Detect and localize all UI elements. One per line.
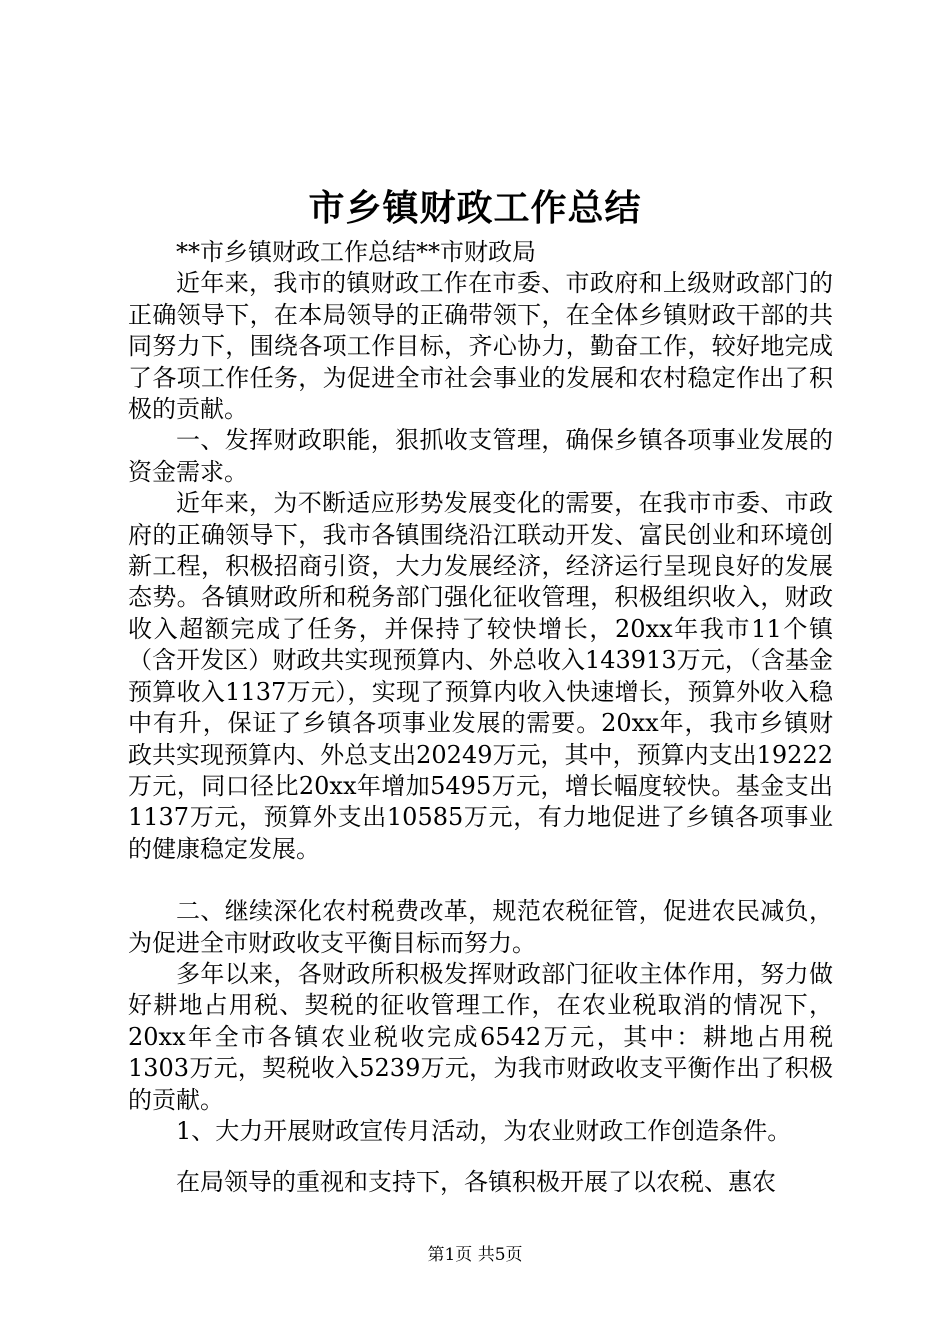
paragraph-subtitle: **市乡镇财政工作总结**市财政局 bbox=[176, 238, 536, 266]
paragraph-intro: 近年来，我市的镇财政工作在市委、市政府和上级财政部门的正确领导下，在本局领导的正确带领下，在全体乡镇财政干部的共同努力下，围绕各项工作目标，齐心协力，勤奋工作，较好地完成了各项工作任务，为促进全市社会事业的发展和农村稳定作出了积极的贡献。 bbox=[128, 269, 833, 424]
paragraph-last: 在局领导的重视和支持下，各镇积极开展了以农税、惠农 bbox=[176, 1168, 776, 1197]
paragraph-tax: 多年以来，各财政所积极发挥财政部门征收主体作用，努力做好耕地占用税、契税的征收管理工作，在农业税取消的情况下，20xx年全市各镇农业税收完成6542万元，其中：耕地占用税1303万元，契税收入5239万元，为我市财政收支平衡作出了积极的贡献。 bbox=[128, 959, 833, 1114]
document-title: 市乡镇财政工作总结 bbox=[308, 187, 642, 229]
subsection-heading-1: 1、大力开展财政宣传月活动，为农业财政工作创造条件。 bbox=[176, 1116, 792, 1145]
section-heading-1: 一、发挥财政职能，狠抓收支管理，确保乡镇各项事业发展的资金需求。 bbox=[128, 426, 833, 486]
page-footer: 第1页 共5页 bbox=[427, 1245, 523, 1265]
paragraph-revenue: 近年来，为不断适应形势发展变化的需要，在我市市委、市政府的正确领导下，我市各镇围绕沿江联动开发、富民创业和环境创新工程，积极招商引资，大力发展经济，经济运行呈现良好的发展态势。各镇财政所和税务部门强化征收管理，积极组织收入，财政收入超额完成了任务，并保持了较快增长，20xx年我市11个镇（含开发区）财政共实现预算内、外总收入143913万元，（含基金预算收入1137万元），实现了预算内收入快速增长，预算外收入稳中有升，保证了乡镇各项事业发展的需要。20xx年，我市乡镇财政共实现预算内、外总支出20249万元，其中，预算内支出19222万元，同口径比20xx年增加5495万元，增长幅度较快。基金支出1137万元，预算外支出10585万元，有力地促进了乡镇各项事业的健康稳定发展。 bbox=[128, 489, 833, 863]
section-heading-2: 二、继续深化农村税费改革，规范农税征管，促进农民减负，为促进全市财政收支平衡目标而努力。 bbox=[128, 897, 833, 957]
document-body bbox=[128, 237, 833, 1199]
